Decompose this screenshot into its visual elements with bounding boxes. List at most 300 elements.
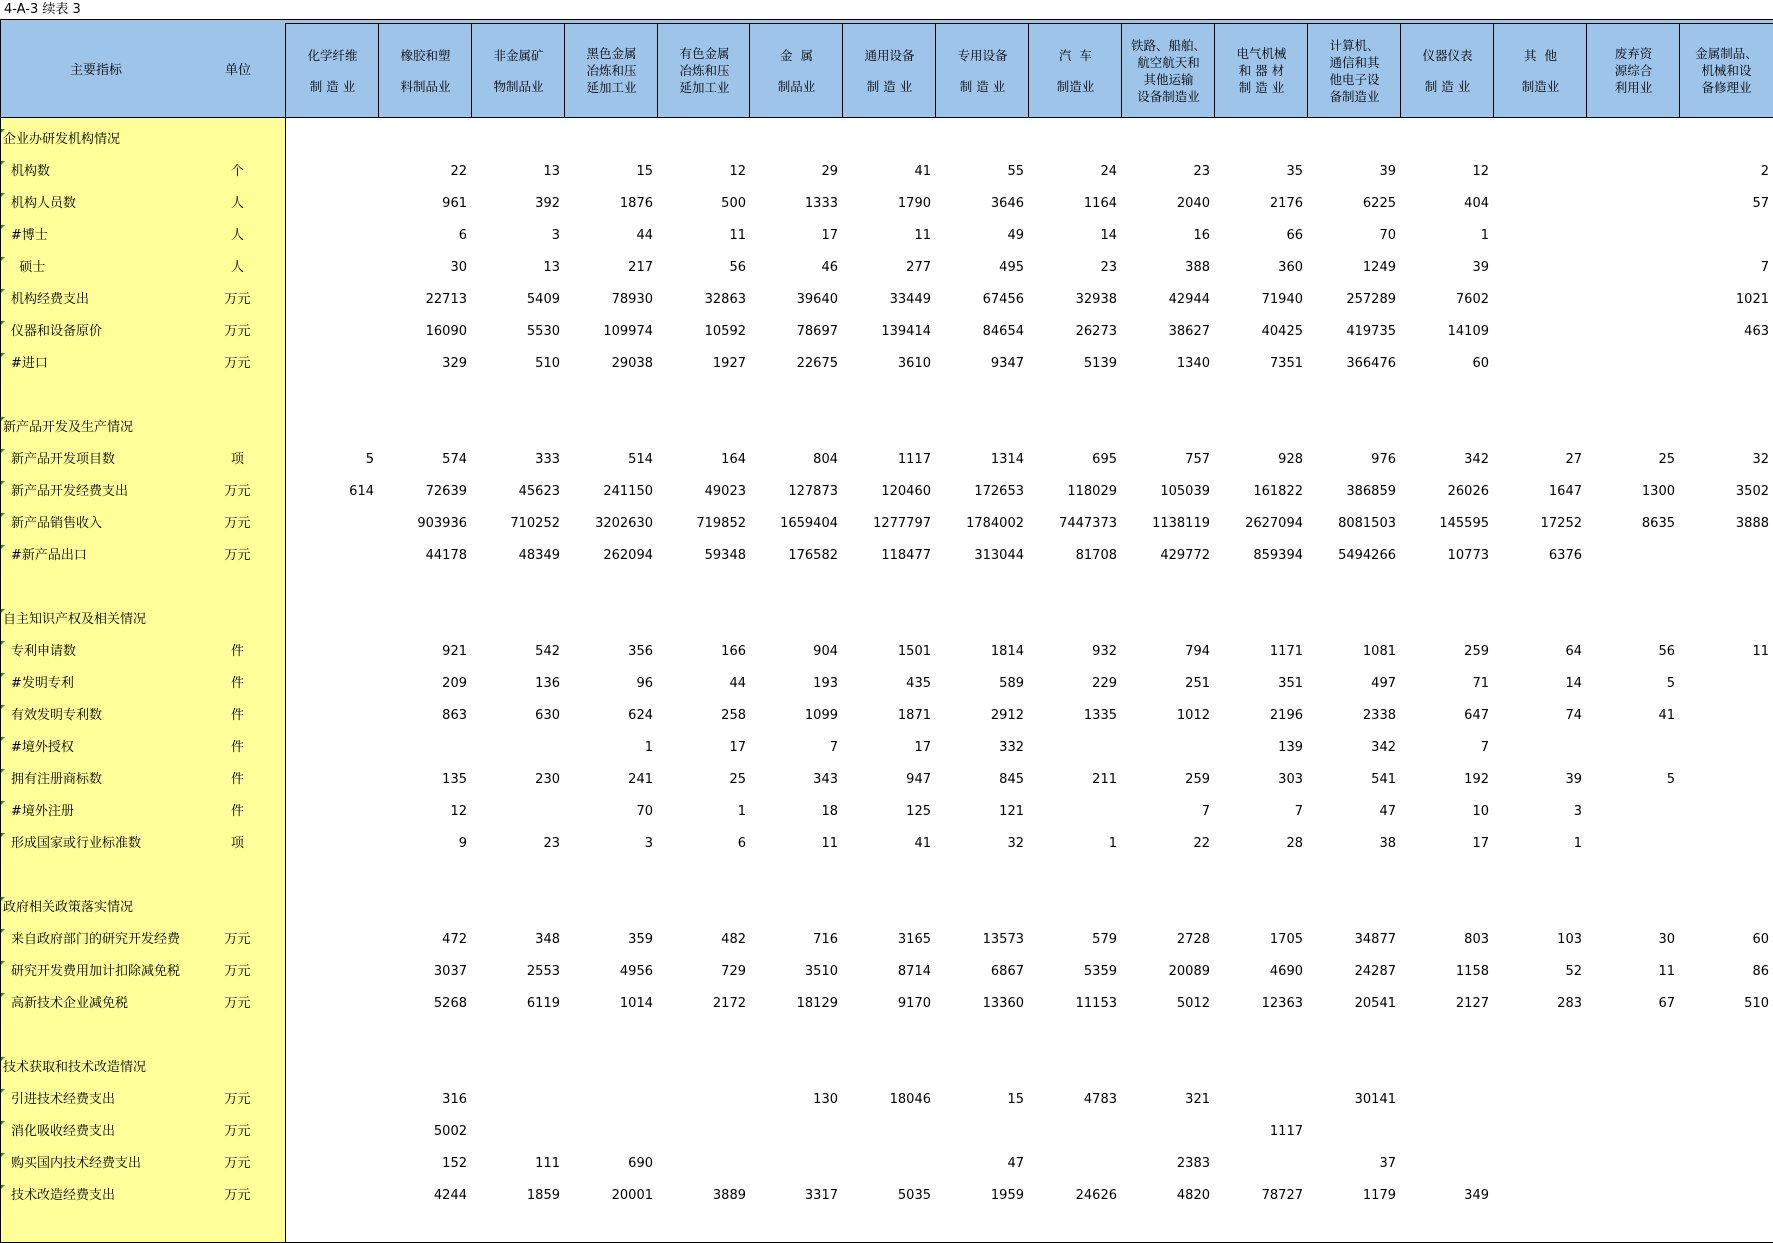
value-cell[interactable]: 349 (1464, 1188, 1489, 1203)
value-cell[interactable]: 1 (1480, 228, 1489, 243)
column-header-8[interactable] (935, 23, 1029, 118)
value-cell[interactable]: 342 (1464, 452, 1489, 467)
value-cell[interactable]: 192 (1464, 772, 1489, 787)
value-cell[interactable]: 10773 (1447, 548, 1489, 563)
value-cell[interactable]: 25 (729, 772, 746, 787)
unit-cell[interactable]: 万元 (224, 1156, 251, 1171)
indicator-name[interactable] (0, 193, 190, 215)
value-cell[interactable]: 118477 (881, 548, 931, 563)
value-cell[interactable]: 1335 (1083, 708, 1117, 723)
value-cell[interactable]: 29 (821, 164, 838, 179)
value-cell[interactable]: 17 (729, 740, 746, 755)
value-cell[interactable]: 5012 (1176, 996, 1210, 1011)
value-cell[interactable]: 71 (1472, 676, 1489, 691)
indicator-name[interactable] (0, 705, 190, 727)
value-cell[interactable]: 904 (813, 644, 838, 659)
indicator-name[interactable] (0, 641, 190, 663)
value-cell[interactable]: 2912 (990, 708, 1024, 723)
value-cell[interactable]: 7351 (1269, 356, 1303, 371)
header-main-indicator[interactable]: 主要指标 (0, 19, 192, 118)
column-header-2[interactable] (378, 23, 472, 118)
value-cell[interactable]: 41 (914, 164, 931, 179)
value-cell[interactable]: 2383 (1176, 1156, 1210, 1171)
section-title[interactable] (0, 129, 190, 151)
unit-cell[interactable]: 件 (230, 708, 244, 723)
value-cell[interactable]: 35 (1286, 164, 1303, 179)
value-cell[interactable]: 66 (1286, 228, 1303, 243)
value-cell[interactable]: 13 (543, 164, 560, 179)
unit-cell[interactable]: 万元 (224, 996, 251, 1011)
value-cell[interactable]: 333 (535, 452, 560, 467)
value-cell[interactable]: 863 (442, 708, 467, 723)
value-cell[interactable]: 542 (535, 644, 560, 659)
value-cell[interactable]: 30 (450, 260, 467, 275)
value-cell[interactable]: 32863 (704, 292, 746, 307)
indicator-name[interactable] (0, 321, 190, 343)
value-cell[interactable]: 17 (1472, 836, 1489, 851)
value-cell[interactable]: 32938 (1075, 292, 1117, 307)
value-cell[interactable]: 6225 (1362, 196, 1396, 211)
value-cell[interactable]: 1012 (1176, 708, 1210, 723)
value-cell[interactable]: 23 (1100, 260, 1117, 275)
unit-cell[interactable]: 万元 (224, 1092, 251, 1107)
value-cell[interactable]: 78727 (1261, 1188, 1303, 1203)
value-cell[interactable]: 1164 (1083, 196, 1117, 211)
value-cell[interactable]: 316 (442, 1092, 467, 1107)
value-cell[interactable]: 2627094 (1245, 516, 1303, 531)
value-cell[interactable]: 25 (1658, 452, 1675, 467)
value-cell[interactable]: 17 (914, 740, 931, 755)
value-cell[interactable]: 78930 (611, 292, 653, 307)
value-cell[interactable]: 60 (1472, 356, 1489, 371)
value-cell[interactable]: 845 (999, 772, 1024, 787)
value-cell[interactable]: 23 (1193, 164, 1210, 179)
unit-cell[interactable]: 人 (230, 228, 244, 243)
value-cell[interactable]: 5409 (526, 292, 560, 307)
value-cell[interactable]: 48349 (518, 548, 560, 563)
value-cell[interactable]: 716 (813, 932, 838, 947)
value-cell[interactable]: 259 (1185, 772, 1210, 787)
value-cell[interactable]: 4820 (1176, 1188, 1210, 1203)
unit-cell[interactable]: 人 (230, 260, 244, 275)
value-cell[interactable]: 46 (821, 260, 838, 275)
value-cell[interactable]: 2553 (526, 964, 560, 979)
value-cell[interactable]: 5 (1666, 676, 1675, 691)
value-cell[interactable]: 1790 (897, 196, 931, 211)
indicator-name[interactable] (0, 225, 190, 247)
value-cell[interactable]: 15 (1007, 1092, 1024, 1107)
value-cell[interactable]: 24626 (1075, 1188, 1117, 1203)
value-cell[interactable]: 70 (1379, 228, 1396, 243)
indicator-name[interactable] (0, 737, 190, 759)
value-cell[interactable]: 72639 (425, 484, 467, 499)
value-cell[interactable]: 1501 (897, 644, 931, 659)
value-cell[interactable]: 38627 (1168, 324, 1210, 339)
value-cell[interactable]: 3610 (897, 356, 931, 371)
indicator-name[interactable] (0, 929, 190, 951)
value-cell[interactable]: 9170 (897, 996, 931, 1011)
value-cell[interactable]: 5139 (1083, 356, 1117, 371)
value-cell[interactable]: 932 (1092, 644, 1117, 659)
value-cell[interactable]: 14 (1100, 228, 1117, 243)
column-header-12[interactable] (1307, 23, 1401, 118)
value-cell[interactable]: 4783 (1083, 1092, 1117, 1107)
value-cell[interactable]: 5035 (897, 1188, 931, 1203)
value-cell[interactable]: 710252 (510, 516, 560, 531)
value-cell[interactable]: 3 (551, 228, 560, 243)
indicator-name[interactable] (0, 353, 190, 375)
value-cell[interactable]: 928 (1278, 452, 1303, 467)
value-cell[interactable]: 20001 (611, 1188, 653, 1203)
value-cell[interactable]: 26273 (1075, 324, 1117, 339)
value-cell[interactable]: 10592 (704, 324, 746, 339)
value-cell[interactable]: 360 (1278, 260, 1303, 275)
value-cell[interactable]: 4244 (433, 1188, 467, 1203)
value-cell[interactable]: 29038 (611, 356, 653, 371)
value-cell[interactable]: 18046 (889, 1092, 931, 1107)
value-cell[interactable]: 3 (644, 836, 653, 851)
value-cell[interactable]: 127873 (788, 484, 838, 499)
column-header-3[interactable] (471, 23, 565, 118)
value-cell[interactable]: 166 (721, 644, 746, 659)
value-cell[interactable]: 14109 (1447, 324, 1489, 339)
value-cell[interactable]: 1081 (1362, 644, 1396, 659)
value-cell[interactable]: 11 (1658, 964, 1675, 979)
value-cell[interactable]: 56 (1658, 644, 1675, 659)
value-cell[interactable]: 109974 (603, 324, 653, 339)
value-cell[interactable]: 139414 (881, 324, 931, 339)
indicator-name[interactable] (0, 545, 190, 567)
value-cell[interactable]: 6119 (526, 996, 560, 1011)
value-cell[interactable]: 6867 (990, 964, 1024, 979)
value-cell[interactable]: 217 (628, 260, 653, 275)
value-cell[interactable]: 329 (442, 356, 467, 371)
value-cell[interactable]: 342 (1371, 740, 1396, 755)
value-cell[interactable]: 67 (1658, 996, 1675, 1011)
value-cell[interactable]: 20089 (1168, 964, 1210, 979)
value-cell[interactable]: 15 (636, 164, 653, 179)
value-cell[interactable]: 42944 (1168, 292, 1210, 307)
value-cell[interactable]: 510 (1744, 996, 1769, 1011)
value-cell[interactable]: 435 (906, 676, 931, 691)
value-cell[interactable]: 614 (349, 484, 374, 499)
value-cell[interactable]: 172653 (974, 484, 1024, 499)
value-cell[interactable]: 241 (628, 772, 653, 787)
value-cell[interactable]: 20541 (1354, 996, 1396, 1011)
value-cell[interactable]: 2127 (1455, 996, 1489, 1011)
value-cell[interactable]: 803 (1464, 932, 1489, 947)
value-cell[interactable]: 22 (1193, 836, 1210, 851)
value-cell[interactable]: 18129 (796, 996, 838, 1011)
unit-cell[interactable]: 万元 (224, 932, 251, 947)
value-cell[interactable]: 22713 (425, 292, 467, 307)
value-cell[interactable]: 1647 (1548, 484, 1582, 499)
value-cell[interactable]: 497 (1371, 676, 1396, 691)
indicator-name[interactable] (0, 1089, 190, 1111)
header-unit[interactable]: 单位 (191, 19, 286, 118)
value-cell[interactable]: 579 (1092, 932, 1117, 947)
value-cell[interactable]: 429772 (1160, 548, 1210, 563)
value-cell[interactable]: 47 (1007, 1156, 1024, 1171)
value-cell[interactable]: 164 (721, 452, 746, 467)
value-cell[interactable]: 8635 (1641, 516, 1675, 531)
value-cell[interactable]: 5359 (1083, 964, 1117, 979)
indicator-name[interactable] (0, 1121, 190, 1143)
column-header-16[interactable] (1679, 23, 1773, 118)
value-cell[interactable]: 44178 (425, 548, 467, 563)
value-cell[interactable]: 6376 (1548, 548, 1582, 563)
value-cell[interactable]: 1099 (804, 708, 838, 723)
value-cell[interactable]: 5268 (433, 996, 467, 1011)
value-cell[interactable]: 258 (721, 708, 746, 723)
value-cell[interactable]: 40425 (1261, 324, 1303, 339)
value-cell[interactable]: 1171 (1269, 644, 1303, 659)
value-cell[interactable]: 41 (914, 836, 931, 851)
value-cell[interactable]: 4690 (1269, 964, 1303, 979)
value-cell[interactable]: 757 (1185, 452, 1210, 467)
value-cell[interactable]: 78697 (796, 324, 838, 339)
value-cell[interactable]: 1859 (526, 1188, 560, 1203)
value-cell[interactable]: 3502 (1735, 484, 1769, 499)
value-cell[interactable]: 1333 (804, 196, 838, 211)
value-cell[interactable]: 359 (628, 932, 653, 947)
value-cell[interactable]: 2 (1760, 164, 1769, 179)
value-cell[interactable]: 1871 (897, 708, 931, 723)
indicator-name[interactable] (0, 1153, 190, 1175)
value-cell[interactable]: 67456 (982, 292, 1024, 307)
value-cell[interactable]: 11 (1752, 644, 1769, 659)
value-cell[interactable]: 1959 (990, 1188, 1024, 1203)
indicator-name[interactable] (0, 449, 190, 471)
indicator-name[interactable] (0, 1185, 190, 1207)
indicator-name[interactable] (0, 833, 190, 855)
value-cell[interactable]: 1158 (1455, 964, 1489, 979)
value-cell[interactable]: 947 (906, 772, 931, 787)
value-cell[interactable]: 2338 (1362, 708, 1396, 723)
indicator-name[interactable] (0, 673, 190, 695)
value-cell[interactable]: 55 (1007, 164, 1024, 179)
value-cell[interactable]: 313044 (974, 548, 1024, 563)
column-header-10[interactable] (1121, 23, 1215, 118)
value-cell[interactable]: 859394 (1253, 548, 1303, 563)
section-title[interactable] (0, 609, 190, 631)
value-cell[interactable]: 6 (458, 228, 467, 243)
value-cell[interactable]: 3889 (712, 1188, 746, 1203)
value-cell[interactable]: 259 (1464, 644, 1489, 659)
value-cell[interactable]: 84654 (982, 324, 1024, 339)
value-cell[interactable]: 5 (1666, 772, 1675, 787)
value-cell[interactable]: 11 (729, 228, 746, 243)
value-cell[interactable]: 8714 (897, 964, 931, 979)
value-cell[interactable]: 5530 (526, 324, 560, 339)
value-cell[interactable]: 7 (1760, 260, 1769, 275)
value-cell[interactable]: 13360 (982, 996, 1024, 1011)
value-cell[interactable]: 3888 (1735, 516, 1769, 531)
value-cell[interactable]: 11 (914, 228, 931, 243)
value-cell[interactable]: 4956 (619, 964, 653, 979)
value-cell[interactable]: 2176 (1269, 196, 1303, 211)
value-cell[interactable]: 1 (1108, 836, 1117, 851)
unit-cell[interactable]: 个 (230, 164, 244, 179)
unit-cell[interactable]: 项 (230, 836, 244, 851)
value-cell[interactable]: 241150 (603, 484, 653, 499)
value-cell[interactable]: 1340 (1176, 356, 1210, 371)
value-cell[interactable]: 12 (729, 164, 746, 179)
value-cell[interactable]: 56 (729, 260, 746, 275)
indicator-name[interactable] (0, 161, 190, 183)
value-cell[interactable]: 13573 (982, 932, 1024, 947)
value-cell[interactable]: 804 (813, 452, 838, 467)
value-cell[interactable]: 193 (813, 676, 838, 691)
indicator-name[interactable] (0, 993, 190, 1015)
unit-cell[interactable]: 万元 (224, 292, 251, 307)
section-title[interactable] (0, 897, 190, 919)
value-cell[interactable]: 37 (1379, 1156, 1396, 1171)
value-cell[interactable]: 39640 (796, 292, 838, 307)
value-cell[interactable]: 3646 (990, 196, 1024, 211)
value-cell[interactable]: 630 (535, 708, 560, 723)
unit-cell[interactable]: 万元 (224, 548, 251, 563)
indicator-name[interactable] (0, 513, 190, 535)
value-cell[interactable]: 86 (1752, 964, 1769, 979)
value-cell[interactable]: 22 (450, 164, 467, 179)
column-header-4[interactable] (564, 23, 658, 118)
indicator-name[interactable] (0, 481, 190, 503)
value-cell[interactable]: 39 (1472, 260, 1489, 275)
value-cell[interactable]: 18 (821, 804, 838, 819)
value-cell[interactable]: 7 (1201, 804, 1210, 819)
value-cell[interactable]: 356 (628, 644, 653, 659)
value-cell[interactable]: 59348 (704, 548, 746, 563)
indicator-name[interactable] (0, 961, 190, 983)
value-cell[interactable]: 500 (721, 196, 746, 211)
value-cell[interactable]: 103 (1557, 932, 1582, 947)
value-cell[interactable]: 1138119 (1152, 516, 1210, 531)
value-cell[interactable]: 7447373 (1059, 516, 1117, 531)
value-cell[interactable]: 3202630 (595, 516, 653, 531)
value-cell[interactable]: 303 (1278, 772, 1303, 787)
value-cell[interactable]: 81708 (1075, 548, 1117, 563)
value-cell[interactable]: 209 (442, 676, 467, 691)
value-cell[interactable]: 145595 (1439, 516, 1489, 531)
value-cell[interactable]: 419735 (1346, 324, 1396, 339)
value-cell[interactable]: 961 (442, 196, 467, 211)
value-cell[interactable]: 229 (1092, 676, 1117, 691)
value-cell[interactable]: 1314 (990, 452, 1024, 467)
value-cell[interactable]: 541 (1371, 772, 1396, 787)
value-cell[interactable]: 695 (1092, 452, 1117, 467)
value-cell[interactable]: 120460 (881, 484, 931, 499)
value-cell[interactable]: 32 (1752, 452, 1769, 467)
value-cell[interactable]: 1117 (897, 452, 931, 467)
value-cell[interactable]: 7 (1294, 804, 1303, 819)
value-cell[interactable]: 70 (636, 804, 653, 819)
value-cell[interactable]: 30141 (1354, 1092, 1396, 1107)
value-cell[interactable]: 332 (999, 740, 1024, 755)
value-cell[interactable]: 44 (729, 676, 746, 691)
value-cell[interactable]: 152 (442, 1156, 467, 1171)
unit-cell[interactable]: 件 (230, 676, 244, 691)
value-cell[interactable]: 47 (1379, 804, 1396, 819)
value-cell[interactable]: 386859 (1346, 484, 1396, 499)
value-cell[interactable]: 5002 (433, 1124, 467, 1139)
value-cell[interactable]: 6 (737, 836, 746, 851)
value-cell[interactable]: 7 (829, 740, 838, 755)
value-cell[interactable]: 2040 (1176, 196, 1210, 211)
value-cell[interactable]: 1249 (1362, 260, 1396, 275)
value-cell[interactable]: 976 (1371, 452, 1396, 467)
column-header-1[interactable] (285, 23, 379, 118)
value-cell[interactable]: 3165 (897, 932, 931, 947)
value-cell[interactable]: 3 (1573, 804, 1582, 819)
column-header-5[interactable] (657, 23, 751, 118)
value-cell[interactable]: 211 (1092, 772, 1117, 787)
value-cell[interactable]: 1021 (1735, 292, 1769, 307)
value-cell[interactable]: 74 (1565, 708, 1582, 723)
column-header-13[interactable] (1400, 23, 1494, 118)
value-cell[interactable]: 136 (535, 676, 560, 691)
value-cell[interactable]: 495 (999, 260, 1024, 275)
value-cell[interactable]: 23 (543, 836, 560, 851)
unit-cell[interactable]: 人 (230, 196, 244, 211)
value-cell[interactable]: 729 (721, 964, 746, 979)
value-cell[interactable]: 96 (636, 676, 653, 691)
value-cell[interactable]: 719852 (696, 516, 746, 531)
value-cell[interactable]: 57 (1752, 196, 1769, 211)
value-cell[interactable]: 111 (535, 1156, 560, 1171)
column-header-11[interactable] (1214, 23, 1308, 118)
value-cell[interactable]: 404 (1464, 196, 1489, 211)
value-cell[interactable]: 366476 (1346, 356, 1396, 371)
value-cell[interactable]: 121 (999, 804, 1024, 819)
value-cell[interactable]: 251 (1185, 676, 1210, 691)
column-header-15[interactable] (1586, 23, 1680, 118)
unit-cell[interactable]: 万元 (224, 1124, 251, 1139)
value-cell[interactable]: 1659404 (780, 516, 838, 531)
value-cell[interactable]: 64 (1565, 644, 1582, 659)
value-cell[interactable]: 343 (813, 772, 838, 787)
value-cell[interactable]: 351 (1278, 676, 1303, 691)
value-cell[interactable]: 2728 (1176, 932, 1210, 947)
value-cell[interactable]: 3037 (433, 964, 467, 979)
value-cell[interactable]: 32 (1007, 836, 1024, 851)
value-cell[interactable]: 283 (1557, 996, 1582, 1011)
unit-cell[interactable]: 万元 (224, 1188, 251, 1203)
value-cell[interactable]: 30 (1658, 932, 1675, 947)
value-cell[interactable]: 10 (1472, 804, 1489, 819)
value-cell[interactable]: 139 (1278, 740, 1303, 755)
value-cell[interactable]: 16 (1193, 228, 1210, 243)
unit-cell[interactable]: 件 (230, 772, 244, 787)
value-cell[interactable]: 12363 (1261, 996, 1303, 1011)
value-cell[interactable]: 794 (1185, 644, 1210, 659)
value-cell[interactable]: 2172 (712, 996, 746, 1011)
value-cell[interactable]: 230 (535, 772, 560, 787)
value-cell[interactable]: 1 (1573, 836, 1582, 851)
column-header-6[interactable] (749, 23, 843, 118)
column-header-7[interactable] (842, 23, 936, 118)
value-cell[interactable]: 38 (1379, 836, 1396, 851)
indicator-name[interactable] (0, 801, 190, 823)
value-cell[interactable]: 3510 (804, 964, 838, 979)
value-cell[interactable]: 321 (1185, 1092, 1210, 1107)
value-cell[interactable]: 44 (636, 228, 653, 243)
value-cell[interactable]: 17252 (1540, 516, 1582, 531)
value-cell[interactable]: 45623 (518, 484, 560, 499)
unit-cell[interactable]: 万元 (224, 324, 251, 339)
section-title[interactable] (0, 1057, 190, 1079)
value-cell[interactable]: 514 (628, 452, 653, 467)
